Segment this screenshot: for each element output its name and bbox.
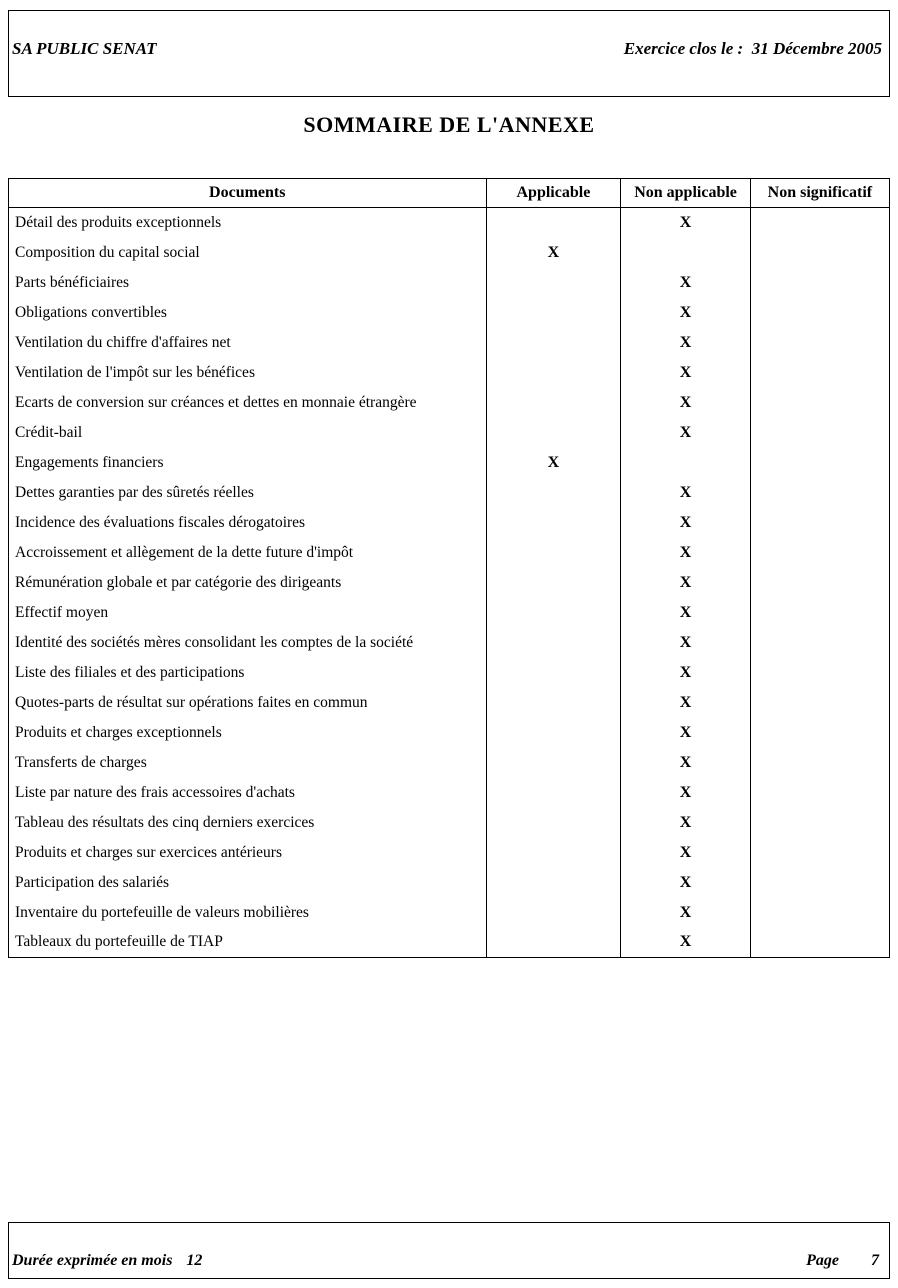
duration-note	[12, 1252, 202, 1270]
non-applicable-mark: X	[621, 718, 751, 748]
applicable-mark	[486, 328, 621, 358]
table-row	[9, 928, 890, 958]
table-row	[9, 628, 890, 658]
column-header-applicable: Applicable	[486, 179, 621, 208]
table-row	[9, 418, 890, 448]
table-row	[9, 868, 890, 898]
applicable-mark	[486, 268, 621, 298]
non-significatif-mark	[750, 388, 889, 418]
applicable-mark	[486, 478, 621, 508]
applicable-mark	[486, 598, 621, 628]
non-significatif-mark	[750, 478, 889, 508]
table-row	[9, 898, 890, 928]
applicable-mark	[486, 358, 621, 388]
table-row	[9, 328, 890, 358]
non-significatif-mark	[750, 658, 889, 688]
annex-summary-table	[8, 178, 890, 958]
non-significatif-mark	[750, 928, 889, 958]
table-header	[9, 179, 890, 208]
non-applicable-mark: X	[621, 358, 751, 388]
non-applicable-mark: X	[621, 658, 751, 688]
non-significatif-mark	[750, 568, 889, 598]
document-label: Détail des produits exceptionnels	[9, 208, 487, 238]
applicable-mark	[486, 298, 621, 328]
table-row	[9, 808, 890, 838]
applicable-mark	[486, 388, 621, 418]
page-footer	[8, 1222, 890, 1279]
non-significatif-mark	[750, 358, 889, 388]
applicable-mark	[486, 508, 621, 538]
non-significatif-mark	[750, 628, 889, 658]
table-row	[9, 598, 890, 628]
applicable-mark	[486, 748, 621, 778]
table-row	[9, 658, 890, 688]
non-applicable-mark: X	[621, 688, 751, 718]
duration-label: Durée exprimée en mois	[12, 1252, 173, 1269]
applicable-mark	[486, 838, 621, 868]
company-name: SA PUBLIC SENAT	[12, 39, 157, 58]
page-title: SOMMAIRE DE L'ANNEXE	[303, 112, 595, 137]
applicable-mark	[486, 568, 621, 598]
document-label: Dettes garanties par des sûretés réelles	[9, 478, 487, 508]
non-applicable-mark: X	[621, 748, 751, 778]
non-significatif-mark	[750, 268, 889, 298]
non-significatif-mark	[750, 538, 889, 568]
document-label: Transferts de charges	[9, 748, 487, 778]
non-significatif-mark	[750, 748, 889, 778]
non-significatif-mark	[750, 868, 889, 898]
non-applicable-mark: X	[621, 478, 751, 508]
non-significatif-mark	[750, 778, 889, 808]
page-label: Page	[806, 1252, 839, 1269]
non-applicable-mark	[621, 448, 751, 478]
applicable-mark: X	[486, 448, 621, 478]
applicable-mark: X	[486, 238, 621, 268]
non-applicable-mark: X	[621, 778, 751, 808]
non-significatif-mark	[750, 898, 889, 928]
table-row	[9, 298, 890, 328]
document-label: Effectif moyen	[9, 598, 487, 628]
document-label: Ventilation de l'impôt sur les bénéfices	[9, 358, 487, 388]
table-row	[9, 538, 890, 568]
document-label: Tableau des résultats des cinq derniers exercices	[9, 808, 487, 838]
applicable-mark	[486, 778, 621, 808]
applicable-mark	[486, 538, 621, 568]
document-label: Ventilation du chiffre d'affaires net	[9, 328, 487, 358]
non-applicable-mark: X	[621, 928, 751, 958]
fiscal-year-end: Exercice clos le : 31 Décembre 2005	[623, 39, 882, 58]
table-row	[9, 208, 890, 238]
applicable-mark	[486, 898, 621, 928]
applicable-mark	[486, 418, 621, 448]
page-indicator	[806, 1252, 879, 1270]
document-label: Liste par nature des frais accessoires d'achats	[9, 778, 487, 808]
table-row	[9, 778, 890, 808]
applicable-mark	[486, 208, 621, 238]
non-applicable-mark: X	[621, 808, 751, 838]
non-applicable-mark: X	[621, 208, 751, 238]
non-applicable-mark: X	[621, 568, 751, 598]
document-label: Incidence des évaluations fiscales dérogatoires	[9, 508, 487, 538]
page-header	[8, 10, 890, 97]
non-significatif-mark	[750, 508, 889, 538]
non-applicable-mark: X	[621, 298, 751, 328]
table-row	[9, 448, 890, 478]
table-row	[9, 688, 890, 718]
page-number: 7	[871, 1252, 879, 1269]
column-header-documents: Documents	[9, 179, 487, 208]
non-applicable-mark: X	[621, 268, 751, 298]
applicable-mark	[486, 688, 621, 718]
document-label: Obligations convertibles	[9, 298, 487, 328]
table-body	[9, 208, 890, 958]
table-row	[9, 268, 890, 298]
table-row	[9, 238, 890, 268]
document-label: Produits et charges exceptionnels	[9, 718, 487, 748]
table-row	[9, 568, 890, 598]
non-applicable-mark: X	[621, 628, 751, 658]
applicable-mark	[486, 628, 621, 658]
non-applicable-mark: X	[621, 418, 751, 448]
applicable-mark	[486, 658, 621, 688]
non-significatif-mark	[750, 328, 889, 358]
non-significatif-mark	[750, 688, 889, 718]
document-label: Tableaux du portefeuille de TIAP	[9, 928, 487, 958]
document-label: Participation des salariés	[9, 868, 487, 898]
non-applicable-mark	[621, 238, 751, 268]
applicable-mark	[486, 868, 621, 898]
table-row	[9, 358, 890, 388]
applicable-mark	[486, 718, 621, 748]
document-label: Inventaire du portefeuille de valeurs mobilières	[9, 898, 487, 928]
table-row	[9, 838, 890, 868]
non-applicable-mark: X	[621, 868, 751, 898]
non-applicable-mark: X	[621, 838, 751, 868]
non-applicable-mark: X	[621, 508, 751, 538]
non-applicable-mark: X	[621, 388, 751, 418]
non-significatif-mark	[750, 448, 889, 478]
document-label: Ecarts de conversion sur créances et dettes en monnaie étrangère	[9, 388, 487, 418]
non-significatif-mark	[750, 838, 889, 868]
non-applicable-mark: X	[621, 538, 751, 568]
column-header-non-significatif: Non significatif	[750, 179, 889, 208]
table-row	[9, 478, 890, 508]
non-significatif-mark	[750, 238, 889, 268]
document-label: Accroissement et allègement de la dette future d'impôt	[9, 538, 487, 568]
non-applicable-mark: X	[621, 898, 751, 928]
table-row	[9, 748, 890, 778]
applicable-mark	[486, 808, 621, 838]
table-header-row	[9, 179, 890, 208]
non-significatif-mark	[750, 418, 889, 448]
non-significatif-mark	[750, 718, 889, 748]
duration-value: 12	[186, 1252, 203, 1269]
table-row	[9, 508, 890, 538]
non-significatif-mark	[750, 598, 889, 628]
non-significatif-mark	[750, 298, 889, 328]
document-label: Produits et charges sur exercices antérieurs	[9, 838, 487, 868]
table-row	[9, 388, 890, 418]
non-applicable-mark: X	[621, 328, 751, 358]
table-row	[9, 718, 890, 748]
non-significatif-mark	[750, 208, 889, 238]
document-label: Parts bénéficiaires	[9, 268, 487, 298]
column-header-non-applicable: Non applicable	[621, 179, 751, 208]
document-label: Engagements financiers	[9, 448, 487, 478]
non-significatif-mark	[750, 808, 889, 838]
document-label: Rémunération globale et par catégorie des dirigeants	[9, 568, 487, 598]
non-applicable-mark: X	[621, 598, 751, 628]
document-label: Quotes-parts de résultat sur opérations faites en commun	[9, 688, 487, 718]
document-label: Crédit-bail	[9, 418, 487, 448]
applicable-mark	[486, 928, 621, 958]
document-label: Identité des sociétés mères consolidant les comptes de la société	[9, 628, 487, 658]
document-label: Liste des filiales et des participations	[9, 658, 487, 688]
document-label: Composition du capital social	[9, 238, 487, 268]
